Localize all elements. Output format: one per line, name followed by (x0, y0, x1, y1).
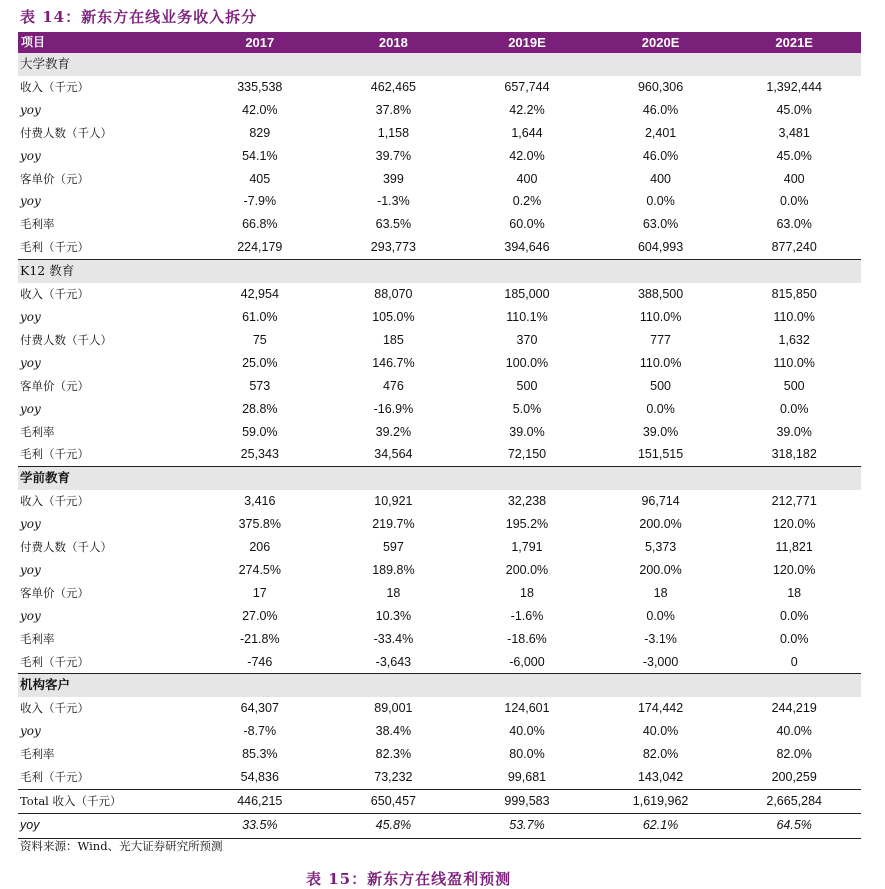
value-cell: 54.1% (242, 148, 278, 163)
total-yoy-value-cell: 64.5% (727, 813, 861, 838)
section-title: 学前教育 (18, 467, 861, 490)
value-cell: 10.3% (375, 608, 412, 623)
value-cell: 1,158 (377, 125, 410, 140)
value-cell: 0 (790, 654, 798, 669)
table-row (18, 628, 861, 651)
value-cell: 174,442 (637, 701, 684, 716)
table-row (18, 697, 861, 720)
table-title: 表 14：新东方在线业务收入拆分 (20, 8, 258, 26)
value-cell: 146.7% (372, 355, 415, 370)
value-cell: 370 (516, 332, 538, 347)
value-cell: 200,259 (771, 770, 817, 785)
section-title: 大学教育 (18, 53, 861, 76)
value-cell: 151,515 (637, 447, 684, 462)
next-table-title: 表 15：新东方在线盈利预测 (306, 870, 512, 888)
table-row (18, 306, 861, 329)
value-cell: 63.5% (375, 217, 412, 232)
row-label: 毛利（千元） (20, 240, 89, 255)
value-cell: 206 (249, 540, 271, 555)
table-row (18, 743, 861, 766)
value-cell: -21.8% (239, 631, 280, 646)
value-cell: 394,646 (504, 240, 550, 255)
row-label: yoy (20, 608, 41, 623)
value-cell: 42.0% (509, 148, 545, 163)
value-cell: 0.0% (779, 631, 809, 646)
total-yoy-label: yoy (18, 813, 193, 838)
row-label: yoy (20, 309, 41, 324)
value-cell: 0.2% (512, 194, 542, 209)
row-label: 收入（千元） (20, 494, 89, 509)
total-yoy-value-cell: 62.1% (594, 813, 728, 838)
row-label: yoy (20, 102, 41, 117)
value-cell: -8.7% (243, 724, 277, 739)
value-cell: 40.0% (642, 724, 679, 739)
value-cell: 0.0% (646, 401, 675, 416)
value-cell: 25.0% (242, 355, 278, 370)
value-cell: 42.2% (509, 102, 545, 117)
row-label: 毛利率 (20, 631, 55, 646)
value-cell: 120.0% (772, 562, 816, 577)
value-cell: -6,000 (509, 654, 545, 669)
value-cell: 75 (252, 332, 267, 347)
value-cell: 18 (653, 585, 668, 600)
value-cell: 18 (386, 585, 401, 600)
value-cell: 195.2% (505, 517, 549, 532)
value-cell: 40.0% (509, 724, 545, 739)
value-cell: 1,392,444 (766, 79, 822, 94)
total-value-cell: 650,457 (327, 790, 461, 814)
total-value-cell: 2,665,284 (727, 790, 861, 814)
header-cell-2020e: 2020E (594, 32, 728, 53)
value-cell: 63.0% (776, 217, 812, 232)
row-label: 收入（千元） (20, 701, 89, 716)
value-cell: 42,954 (240, 287, 279, 302)
value-cell: 85.3% (242, 747, 278, 762)
total-value-cell: 999,583 (460, 790, 594, 814)
value-cell: 1,644 (511, 125, 543, 140)
row-label: 毛利率 (20, 747, 55, 762)
row-label: 毛利（千元） (20, 447, 89, 462)
value-cell: 59.0% (242, 424, 278, 439)
value-cell: 18 (787, 585, 802, 600)
value-cell: 18 (520, 585, 534, 600)
value-cell: 212,771 (771, 494, 817, 509)
value-cell: 500 (650, 378, 671, 393)
value-cell: 38.4% (375, 724, 412, 739)
value-cell: 10,921 (374, 494, 413, 509)
value-cell: 388,500 (637, 287, 684, 302)
table-row (18, 236, 861, 259)
table-row (18, 559, 861, 582)
value-cell: 110.0% (639, 355, 682, 370)
value-cell: 0.0% (779, 608, 809, 623)
row-label: 付费人数（千人） (20, 540, 112, 555)
value-cell: 73,232 (374, 770, 413, 785)
value-cell: 64,307 (240, 701, 279, 716)
value-cell: 219.7% (372, 517, 415, 532)
table-row (18, 122, 861, 145)
value-cell: 100.0% (505, 355, 549, 370)
value-cell: 39.2% (375, 424, 412, 439)
value-cell: -746 (247, 654, 273, 669)
value-cell: -1.6% (510, 608, 544, 623)
total-yoy-value-cell: 53.7% (460, 813, 594, 838)
value-cell: 60.0% (509, 217, 545, 232)
value-cell: 318,182 (771, 447, 817, 462)
value-cell: 1,791 (511, 540, 543, 555)
table-body (18, 53, 861, 838)
value-cell: -3.1% (644, 631, 677, 646)
header-cell-2021e: 2021E (727, 32, 861, 53)
row-label: 客单价（元） (20, 585, 89, 600)
value-cell: 1,632 (778, 332, 810, 347)
value-cell: 200.0% (505, 562, 549, 577)
table-row (18, 375, 861, 398)
row-label: yoy (20, 148, 41, 163)
value-cell: 80.0% (509, 747, 545, 762)
value-cell: 34,564 (374, 447, 413, 462)
value-cell: 244,219 (771, 701, 817, 716)
row-label: 毛利（千元） (20, 770, 89, 785)
table-row (18, 398, 861, 421)
value-cell: -16.9% (373, 401, 414, 416)
value-cell: 274.5% (238, 562, 281, 577)
value-cell: 476 (382, 378, 404, 393)
row-label: 客单价（元） (20, 171, 89, 186)
row-label: 收入（千元） (20, 79, 89, 94)
table-row (18, 443, 861, 466)
total-value-cell: 446,215 (193, 790, 327, 814)
table-row (18, 720, 861, 743)
value-cell: 597 (382, 540, 404, 555)
value-cell: 400 (650, 171, 671, 186)
table-row (18, 490, 861, 513)
row-label: yoy (20, 517, 41, 532)
value-cell: 0.0% (646, 608, 675, 623)
header-cell-2018: 2018 (327, 32, 461, 53)
row-label: 毛利（千元） (20, 654, 89, 669)
value-cell: 110.0% (639, 309, 682, 324)
row-label: yoy (20, 724, 41, 739)
value-cell: 27.0% (242, 608, 278, 623)
value-cell: 110.1% (506, 309, 548, 324)
value-cell: -3,000 (642, 654, 679, 669)
total-value-cell: 1,619,962 (594, 790, 728, 814)
total-yoy-value-cell: 45.8% (327, 813, 461, 838)
value-cell: 11,821 (775, 540, 813, 555)
value-cell: 66.8% (242, 217, 278, 232)
value-cell: 63.0% (642, 217, 679, 232)
value-cell: 40.0% (776, 724, 812, 739)
value-cell: 224,179 (237, 240, 283, 255)
section-header-row (18, 53, 861, 76)
value-cell: 3,416 (244, 494, 276, 509)
source-note: 资料来源：Wind、光大证券研究所预测 (20, 839, 223, 853)
value-cell: 61.0% (242, 309, 278, 324)
value-cell: 25,343 (240, 447, 279, 462)
value-cell: 120.0% (772, 517, 816, 532)
header-cell-2017: 2017 (193, 32, 327, 53)
value-cell: 500 (516, 378, 538, 393)
value-cell: 5.0% (512, 401, 542, 416)
revenue-breakdown-table (18, 32, 861, 839)
value-cell: 96,714 (641, 494, 680, 509)
table-row (18, 99, 861, 122)
value-cell: -7.9% (243, 194, 277, 209)
value-cell: 89,001 (374, 701, 413, 716)
value-cell: 110.0% (773, 309, 815, 324)
value-cell: 46.0% (642, 102, 679, 117)
value-cell: 88,070 (374, 287, 413, 302)
value-cell: 39.0% (642, 424, 679, 439)
value-cell: -33.4% (373, 631, 414, 646)
table-row (18, 168, 861, 191)
value-cell: 189.8% (372, 562, 415, 577)
value-cell: 39.0% (776, 424, 812, 439)
value-cell: 82.3% (375, 747, 412, 762)
value-cell: 72,150 (507, 447, 547, 462)
section-title: K12 教育 (18, 260, 861, 283)
table-row (18, 421, 861, 444)
section-title: 机构客户 (18, 674, 861, 697)
value-cell: 124,601 (504, 701, 550, 716)
row-label: 毛利率 (20, 424, 55, 439)
row-label: 付费人数（千人） (20, 332, 112, 347)
total-row (18, 790, 861, 814)
row-label: 客单价（元） (20, 378, 89, 393)
row-label: yoy (20, 562, 41, 577)
value-cell: 2,401 (644, 125, 677, 140)
total-yoy-row (18, 813, 861, 838)
table-row (18, 145, 861, 168)
table-row (18, 76, 861, 99)
value-cell: 46.0% (642, 148, 679, 163)
value-cell: 657,744 (504, 79, 550, 94)
value-cell: 777 (650, 332, 671, 347)
value-cell: 815,850 (771, 287, 817, 302)
value-cell: 105.0% (372, 309, 415, 324)
value-cell: 99,681 (507, 770, 547, 785)
table-row (18, 582, 861, 605)
table-row (18, 329, 861, 352)
table-row (18, 213, 861, 236)
value-cell: 54,836 (240, 770, 279, 785)
value-cell: 39.0% (509, 424, 545, 439)
row-label: 付费人数（千人） (20, 125, 112, 140)
value-cell: 200.0% (639, 562, 682, 577)
value-cell: 39.7% (375, 148, 412, 163)
row-label: yoy (20, 194, 41, 209)
value-cell: 0.0% (779, 194, 809, 209)
value-cell: 32,238 (507, 494, 547, 509)
value-cell: 45.0% (776, 102, 812, 117)
value-cell: 200.0% (639, 517, 682, 532)
table-row (18, 352, 861, 375)
value-cell: 42.0% (242, 102, 278, 117)
value-cell: 3,481 (778, 125, 810, 140)
value-cell: 185,000 (504, 287, 550, 302)
total-yoy-value-cell: 33.5% (193, 813, 327, 838)
value-cell: 829 (249, 125, 271, 140)
value-cell: -3,643 (375, 654, 412, 669)
table-row (18, 283, 861, 306)
value-cell: 5,373 (644, 540, 677, 555)
value-cell: 335,538 (237, 79, 283, 94)
row-label: yoy (20, 401, 41, 416)
value-cell: 37.8% (375, 102, 412, 117)
table-row (18, 605, 861, 628)
row-label: 收入（千元） (20, 287, 89, 302)
row-label: yoy (20, 355, 41, 370)
value-cell: 28.8% (242, 401, 278, 416)
header-cell-2019e: 2019E (460, 32, 594, 53)
value-cell: 462,465 (370, 79, 416, 94)
table-row (18, 190, 861, 213)
section-header-row (18, 674, 861, 697)
row-label: 毛利率 (20, 217, 55, 232)
value-cell: 82.0% (642, 747, 679, 762)
table-row (18, 651, 861, 674)
value-cell: 82.0% (776, 747, 812, 762)
section-header-row (18, 260, 861, 283)
value-cell: 293,773 (370, 240, 416, 255)
value-cell: 500 (783, 378, 805, 393)
value-cell: 400 (783, 171, 805, 186)
value-cell: 45.0% (776, 148, 812, 163)
value-cell: 877,240 (771, 240, 817, 255)
value-cell: 960,306 (637, 79, 684, 94)
value-cell: 0.0% (646, 194, 675, 209)
value-cell: 0.0% (779, 401, 809, 416)
value-cell: 185 (382, 332, 404, 347)
value-cell: 375.8% (238, 517, 281, 532)
total-label: Total 收入（千元） (18, 790, 193, 814)
table-row (18, 536, 861, 559)
table-header-row (18, 32, 861, 53)
value-cell: 143,042 (637, 770, 684, 785)
table-row (18, 513, 861, 536)
value-cell: 17 (252, 585, 267, 600)
value-cell: 399 (382, 171, 404, 186)
value-cell: 110.0% (773, 355, 815, 370)
header-cell-item: 项目 (18, 32, 193, 53)
section-header-row (18, 467, 861, 490)
value-cell: 400 (516, 171, 538, 186)
value-cell: -1.3% (377, 194, 410, 209)
table-row (18, 766, 861, 789)
value-cell: 405 (249, 171, 271, 186)
value-cell: 573 (249, 378, 271, 393)
value-cell: -18.6% (507, 631, 547, 646)
value-cell: 604,993 (637, 240, 684, 255)
